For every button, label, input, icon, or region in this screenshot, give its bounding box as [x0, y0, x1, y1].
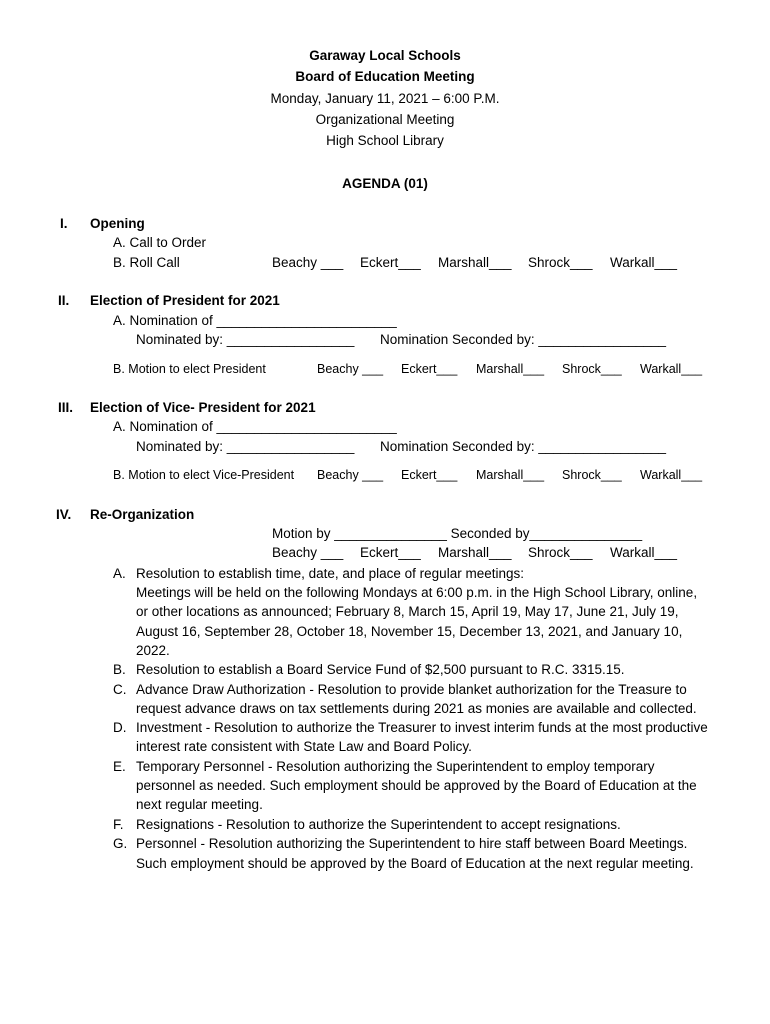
vote-marshall: Marshall___ — [438, 545, 512, 560]
item-line: August 16, September 28, October 18, November 15, December 13, 2021, and January 10, — [136, 624, 683, 639]
section-title: Opening — [90, 216, 145, 231]
vote-eckert: Eckert___ — [360, 545, 421, 560]
vote-shrock: Shrock___ — [562, 362, 622, 376]
vote-shrock: Shrock___ — [528, 545, 593, 560]
item-line: Resolution to establish time, date, and place of regular meetings: — [136, 566, 524, 581]
meeting-title: Board of Education Meeting — [295, 69, 475, 84]
agenda-item: B. Motion to elect President — [113, 362, 266, 376]
vote-warkall: Warkall___ — [640, 362, 703, 376]
section-title: Election of Vice- President for 2021 — [90, 400, 316, 415]
vote-beachy: Beachy ___ — [317, 362, 384, 376]
item-line: Investment - Resolution to authorize the Treasurer to invest interim funds at the most productive — [136, 720, 708, 735]
item-letter: F. — [113, 817, 124, 832]
item-letter: E. — [113, 759, 126, 774]
section-number: IV. — [56, 507, 72, 522]
vote-marshall: Marshall___ — [438, 255, 512, 270]
item-line: personnel as needed. Such employment should be approved by the Board of Education at the — [136, 778, 697, 793]
section-number: II. — [58, 293, 70, 308]
vote-warkall: Warkall___ — [640, 468, 703, 482]
vote-marshall: Marshall___ — [476, 362, 545, 376]
item-line: next regular meeting. — [136, 797, 263, 812]
nominated-by: Nominated by: _________________ — [136, 332, 355, 347]
vote-shrock: Shrock___ — [562, 468, 622, 482]
item-line: 2022. — [136, 643, 170, 658]
agenda-item: A. Call to Order — [113, 235, 207, 250]
vote-warkall: Warkall___ — [610, 545, 678, 560]
item-line: Resolution to establish a Board Service Fund of $2,500 pursuant to R.C. 3315.15. — [136, 662, 625, 677]
vote-shrock: Shrock___ — [528, 255, 593, 270]
section-title: Election of President for 2021 — [90, 293, 280, 308]
item-line: Such employment should be approved by the Board of Education at the next regular meeting. — [136, 856, 694, 871]
motion-seconded-line: Motion by _______________ Seconded by_______________ — [272, 526, 643, 541]
item-letter: D. — [113, 720, 127, 735]
vote-beachy: Beachy ___ — [272, 255, 344, 270]
item-line: request advance draws on tax settlements during 2021 as monies are available and collected. — [136, 701, 697, 716]
item-letter: C. — [113, 682, 127, 697]
item-letter: G. — [113, 836, 128, 851]
item-line: Temporary Personnel - Resolution authorizing the Superintendent to employ temporary — [136, 759, 655, 774]
item-line: Resignations - Resolution to authorize the Superintendent to accept resignations. — [136, 817, 621, 832]
item-line: Meetings will be held on the following Mondays at 6:00 p.m. in the High School Library, online, — [136, 585, 698, 600]
agenda-item: A. Nomination of ________________________ — [113, 419, 397, 434]
vote-eckert: Eckert___ — [401, 468, 458, 482]
section-number: I. — [60, 216, 68, 231]
vote-eckert: Eckert___ — [401, 362, 458, 376]
vote-warkall: Warkall___ — [610, 255, 678, 270]
nominated-by: Nominated by: _________________ — [136, 439, 355, 454]
nomination-seconded: Nomination Seconded by: _________________ — [380, 439, 666, 454]
vote-marshall: Marshall___ — [476, 468, 545, 482]
agenda-item: B. Roll Call — [113, 255, 180, 270]
agenda-item: A. Nomination of ________________________ — [113, 313, 397, 328]
section-title: Re-Organization — [90, 507, 195, 522]
school-name: Garaway Local Schools — [309, 48, 461, 63]
vote-beachy: Beachy ___ — [317, 468, 384, 482]
vote-beachy: Beachy ___ — [272, 545, 344, 560]
nomination-seconded: Nomination Seconded by: _________________ — [380, 332, 666, 347]
item-line: interest rate consistent with State Law and Board Policy. — [136, 739, 472, 754]
item-line: or other locations as announced; February 8, March 15, April 19, May 17, June 21, July 19, — [136, 604, 679, 619]
item-line: Personnel - Resolution authorizing the Superintendent to hire staff between Board Meetings. — [136, 836, 688, 851]
item-letter: B. — [113, 662, 126, 677]
meeting-location: High School Library — [326, 133, 444, 148]
agenda-item: B. Motion to elect Vice-President — [113, 468, 295, 482]
item-line: Advance Draw Authorization - Resolution to provide blanket authorization for the Treasure to — [136, 682, 687, 697]
section-number: III. — [58, 400, 74, 415]
item-letter: A. — [113, 566, 126, 581]
vote-eckert: Eckert___ — [360, 255, 421, 270]
meeting-date: Monday, January 11, 2021 – 6:00 P.M. — [270, 91, 500, 106]
meeting-type: Organizational Meeting — [315, 112, 455, 127]
agenda-heading: AGENDA (01) — [342, 176, 428, 191]
